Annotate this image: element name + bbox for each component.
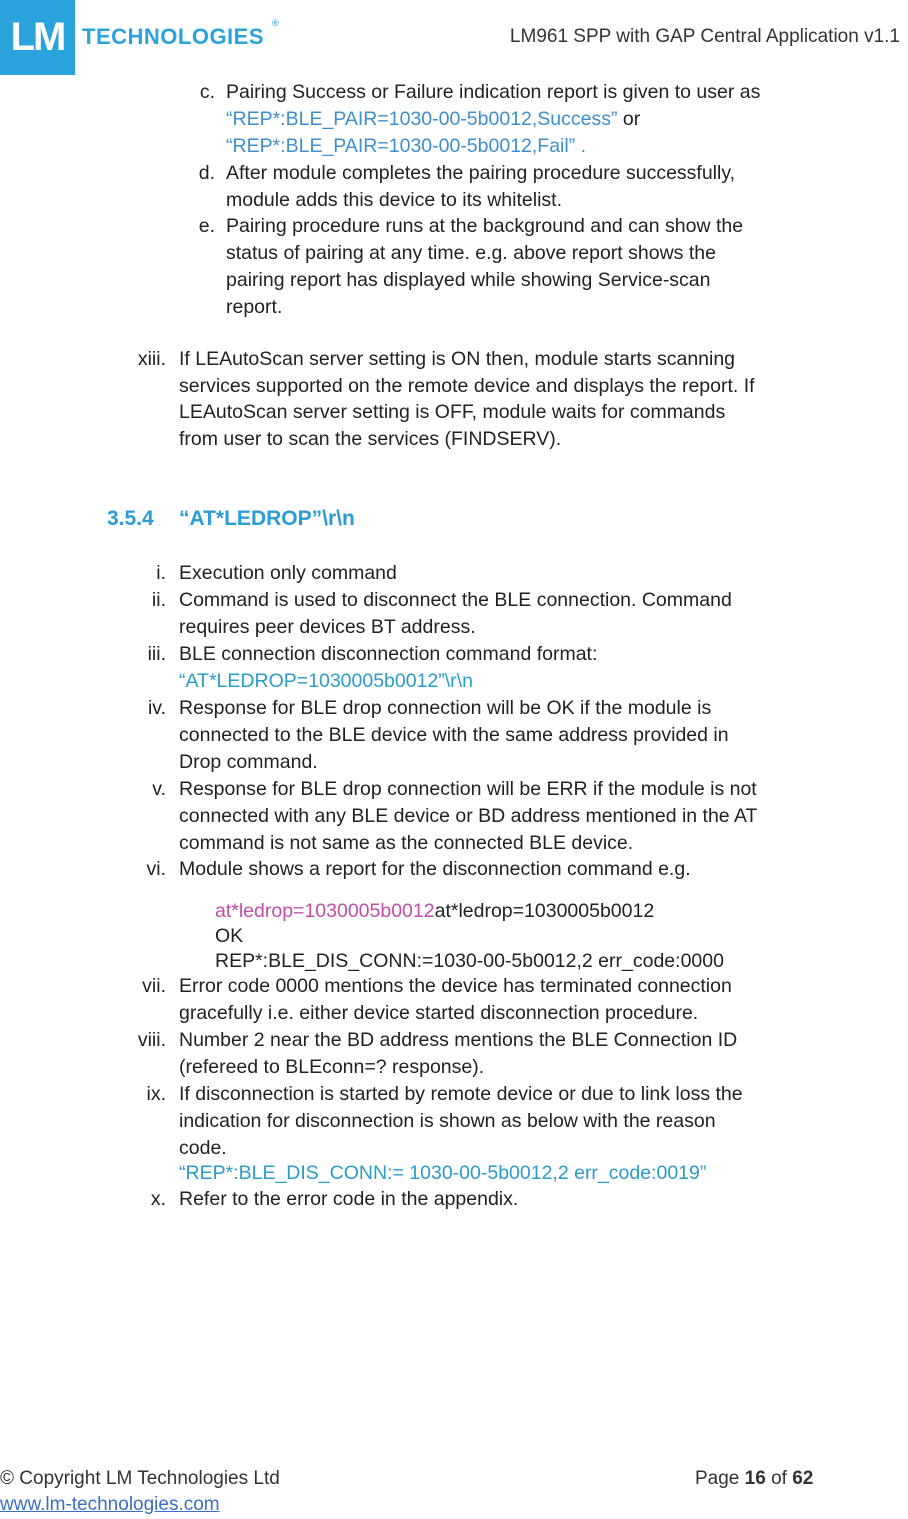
text-run: module adds this device to its whitelist. — [226, 189, 562, 211]
text-run: or — [617, 108, 641, 130]
document-title: LM961 SPP with GAP Central Application v1.1 — [509, 26, 900, 47]
list-item-text — [226, 294, 282, 321]
list-item-text: LEAutoScan server setting is OFF, module waits for commands — [179, 401, 726, 423]
list-item-text — [179, 1160, 706, 1187]
text-run: status of pairing at any time. e.g. above report shows the — [226, 242, 716, 264]
code-snippet: “AT*LEDROP=1030005b0012”\r\n — [179, 670, 473, 692]
list-item-text — [226, 267, 711, 294]
text-run: Error code 0000 mentions the device has terminated connection — [179, 975, 732, 997]
text-run: Pairing Success or Failure indication report is given to user as — [226, 81, 761, 103]
list-item-text — [179, 1108, 716, 1135]
list-item-text: from user to scan the services (FINDSERV). — [179, 428, 562, 450]
page-label: Page — [695, 1468, 740, 1489]
company-logo: LM — [0, 0, 75, 75]
list-item-text — [226, 187, 562, 214]
list-item-text: If LEAutoScan server setting is ON then, module starts scanning — [179, 348, 736, 370]
page-number: 16 — [744, 1468, 766, 1489]
code-snippet: “REP*:BLE_PAIR=1030-00-5b0012,Success” — [226, 108, 618, 130]
text-run: connected with any BLE device or BD address mentioned in the AT — [179, 805, 758, 827]
list-item-text — [179, 830, 633, 857]
list-item-text — [179, 973, 732, 1000]
list-item-text — [226, 240, 716, 267]
list-marker: v. — [152, 778, 166, 800]
list-item-text — [179, 1027, 737, 1054]
list-item-text — [179, 803, 757, 830]
code-snippet: “REP*:BLE_PAIR=1030-00-5b0012,Fail” . — [226, 135, 587, 157]
text-run: Execution only command — [179, 562, 397, 584]
list-item-text — [179, 749, 318, 776]
page-total: 62 — [792, 1468, 814, 1489]
example-ok: OK — [215, 925, 244, 947]
text-run: report. — [226, 296, 283, 318]
list-marker: ix. — [146, 1083, 166, 1105]
website-link[interactable]: www.lm-technologies.com — [0, 1494, 220, 1515]
page-indicator — [695, 1468, 813, 1490]
list-item-text — [179, 1000, 698, 1027]
list-marker: iv. — [147, 697, 166, 719]
list-item-text — [226, 133, 586, 160]
text-run: Module shows a report for the disconnection command e.g. — [179, 858, 691, 880]
list-marker: ii. — [151, 589, 166, 611]
list-item-text — [179, 641, 597, 668]
copyright: © Copyright LM Technologies Ltd — [0, 1468, 280, 1489]
list-item-text — [179, 856, 691, 883]
section-title: “AT*LEDROP”\r\n — [179, 507, 355, 530]
list-marker: c. — [199, 81, 215, 103]
example-report: REP*:BLE_DIS_CONN:=1030-00-5b0012,2 err_code:0000 — [215, 950, 724, 972]
text-run: (refereed to BLEconn=? response). — [179, 1056, 485, 1078]
text-run: connected to the BLE device with the same address provided in — [179, 724, 729, 746]
list-marker: iii. — [147, 643, 166, 665]
command-typed: at*ledrop=1030005b0012 — [434, 900, 655, 922]
text-run: BLE connection disconnection command format: — [179, 643, 598, 665]
list-item-text — [179, 614, 476, 641]
list-marker: i. — [156, 562, 166, 584]
list-item-text — [226, 213, 743, 240]
list-item-text — [179, 695, 711, 722]
of-label: of — [771, 1468, 787, 1489]
text-run: gracefully i.e. either device started disconnection procedure. — [179, 1002, 699, 1024]
list-marker: x. — [150, 1188, 166, 1210]
text-run: Refer to the error code in the appendix. — [179, 1188, 519, 1210]
registered-mark: ® — [272, 18, 279, 28]
list-item-text — [179, 1186, 518, 1213]
list-marker: viii. — [137, 1029, 166, 1051]
text-run: Command is used to disconnect the BLE connection. Command — [179, 589, 732, 611]
list-item-text — [179, 1054, 484, 1081]
text-run: Number 2 near the BD address mentions the BLE Connection ID — [179, 1029, 738, 1051]
list-item-text: services supported on the remote device and displays the report. If — [179, 375, 755, 397]
text-run: requires peer devices BT address. — [179, 616, 476, 638]
text-run: Pairing procedure runs at the background and can show the — [226, 215, 744, 237]
list-item-text — [226, 160, 735, 187]
list-marker: e. — [198, 215, 215, 237]
list-item-text — [179, 776, 757, 803]
list-marker: vii. — [142, 975, 166, 997]
text-run: pairing report has displayed while showing Service-scan — [226, 269, 711, 291]
section-number: 3.5.4 — [107, 507, 154, 530]
list-marker: vi. — [146, 858, 166, 880]
list-item-text — [179, 722, 729, 749]
list-marker: xiii. — [137, 348, 166, 370]
text-run: indication for disconnection is shown as below with the reason — [179, 1110, 716, 1132]
code-snippet: “REP*:BLE_DIS_CONN:= 1030-00-5b0012,2 err_code:0019” — [179, 1162, 707, 1184]
text-run: If disconnection is started by remote device or due to link loss the — [179, 1083, 743, 1105]
list-item-text — [179, 587, 732, 614]
text-run: Response for BLE drop connection will be OK if the module is — [179, 697, 712, 719]
list-item-text — [179, 560, 397, 587]
logo-wordmark: TECHNOLOGIES — [82, 24, 265, 49]
text-run: code. — [179, 1137, 227, 1159]
list-item-text — [226, 79, 760, 106]
text-run: command is not same as the connected BLE device. — [179, 832, 634, 854]
text-run: After module completes the pairing procedure successfully, — [226, 162, 736, 184]
example-command-line — [215, 898, 654, 925]
text-run: Response for BLE drop connection will be ERR if the module is not — [179, 778, 757, 800]
list-item-text — [179, 668, 473, 695]
list-item-text — [179, 1135, 227, 1162]
list-marker: d. — [198, 162, 215, 184]
command-echo: at*ledrop=1030005b0012 — [215, 900, 435, 922]
list-item-text — [226, 106, 640, 133]
text-run: Drop command. — [179, 751, 318, 773]
list-item-text — [179, 1081, 743, 1108]
